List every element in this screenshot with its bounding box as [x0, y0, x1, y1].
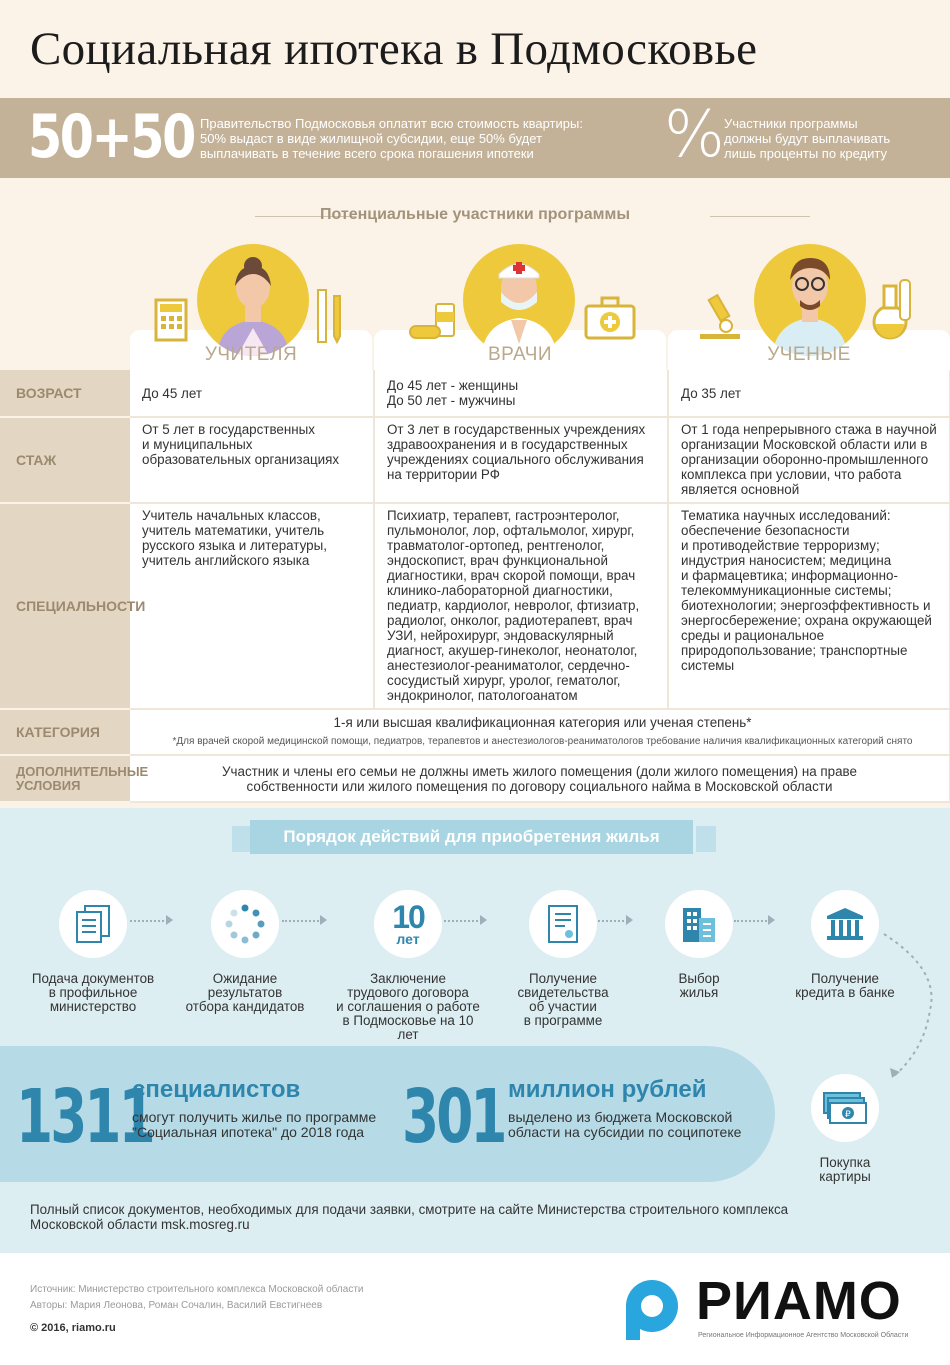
- table-cell: До 45 лет - женщины До 50 лет - мужчины: [374, 370, 668, 417]
- authors-text: Авторы: Мария Леонова, Роман Сочалин, Василий Евстигнеев: [30, 1300, 323, 1311]
- stat-line: выделено из бюджета Московской: [508, 1109, 733, 1125]
- ribbon-tail: [696, 826, 716, 852]
- page-title: Социальная ипотека в Подмосковье: [30, 23, 758, 75]
- profession-scientists: УЧЕНЫЕ: [767, 344, 851, 365]
- ruler-pencil-icon: [316, 286, 344, 344]
- banner-line: должны будут выплачивать: [724, 131, 891, 146]
- pills-icon: [408, 298, 460, 342]
- step-label: Подача документов в профильное министерство: [31, 971, 155, 1014]
- copyright: © 2016, riamo.ru: [30, 1322, 116, 1334]
- banner-text-2: [724, 116, 944, 161]
- banner-line: Правительство Подмосковья оплатит всю стоимость квартиры:: [200, 116, 583, 131]
- step-label: Получение свидетельства об участии в программе: [517, 971, 609, 1028]
- row-label: СПЕЦИАЛЬНОСТИ: [0, 503, 130, 709]
- table-row: [0, 709, 950, 755]
- requirements-table: [0, 370, 950, 803]
- riamo-logo-icon: [618, 1276, 682, 1340]
- scientist-avatar: [754, 244, 866, 356]
- table-row: [0, 417, 950, 503]
- doctor-avatar: [463, 244, 575, 356]
- banner-line: выплачивать в течение всего срока погашения ипотеки: [200, 146, 534, 161]
- step-label: Выбор жилья: [678, 971, 720, 1000]
- documents-icon: [59, 890, 127, 958]
- table-cell: От 1 года непрерывного стажа в научной организации Московской области или в организации оборонно-промышленного комплекса при условии, что работа является основной: [668, 417, 950, 503]
- banner-line: Участники программы: [724, 116, 858, 131]
- stat-line: области на субсидии по соципотеке: [508, 1124, 742, 1140]
- building-icon: [665, 890, 733, 958]
- row-label: СТАЖ: [0, 417, 130, 503]
- riamo-logo-sub: Региональное Информационное Агентство Московской Области: [698, 1332, 909, 1339]
- profession-doctors: ВРАЧИ: [487, 344, 553, 365]
- documents-note: [30, 1202, 788, 1232]
- arrow-icon: [320, 915, 327, 925]
- profession-teachers: УЧИТЕЛЯ: [204, 344, 298, 365]
- category-note: *Для врачей скорой медицинской помощи, педиатров, терапевтов и анестезиологов-реаниматологов требование наличия квалификационных категорий снято: [172, 736, 913, 747]
- specialists-text: [132, 1110, 376, 1140]
- table-row: [0, 370, 950, 417]
- step-label: Получение кредита в банке: [795, 971, 895, 1000]
- step-purchase: [770, 1074, 920, 1184]
- bank-icon: [811, 890, 879, 958]
- ten-unit: лет: [396, 931, 420, 947]
- source-text: Источник: Министерство строительного комплекса Московской области: [30, 1284, 364, 1295]
- table-cell: Психиатр, терапевт, гастроэнтеролог, пульмонолог, лор, офтальмолог, хирург, травматолог-ортопед, рентгенолог, эндоскопист, врач функциональной диагностики, врач скорой помощи, врач клинико-лабораторной диагностики, педиатр, кардиолог, невролог, фтизиатр, радиолог, онколог, радиотерапевт, врач УЗИ, нейрохирург, эндоваскулярный диагност, акушер-гинеколог, неонатолог, анестезиолог-реаниматолог, сердечно-сосудистый хирург, уролог, гематолог, эндокринолог, патологоанатом: [374, 503, 668, 709]
- step-label: Покупка картиры: [819, 1155, 871, 1184]
- money-icon: [811, 1074, 879, 1142]
- calculator-icon: [154, 298, 188, 342]
- ribbon-tail: [232, 826, 252, 852]
- step-label: Ожидание результатов отбора кандидатов: [185, 971, 305, 1014]
- fifty-fifty-number: 50+50: [28, 102, 194, 172]
- banner-line: 50% выдаст в виде жилищной субсидии, еще 50% будет: [200, 131, 543, 146]
- budget-number: 301: [402, 1074, 505, 1160]
- step-certificate: [488, 890, 638, 1028]
- category-cell: [130, 709, 950, 755]
- teacher-avatar: [197, 244, 309, 356]
- row-label: ДОПОЛНИТЕЛЬНЫЕ УСЛОВИЯ: [0, 755, 130, 802]
- step-waiting: [170, 890, 320, 1014]
- table-cell: Тематика научных исследований: обеспечение безопасности и противодействие терроризму; индустрия наносистем; медицина и фармацевтика; информационно-телекоммуникационные системы; биотехнологии; энергоэффективность и энергосбережение; охрана окружающей среды и рациональное природопользование; транспортные системы: [668, 503, 950, 709]
- ten-years-icon: [374, 890, 442, 958]
- percent-icon: %: [664, 98, 725, 172]
- stat-line: смогут получить жилье по программе: [132, 1109, 377, 1125]
- steps-heading: Порядок действий для приобретения жилья: [250, 820, 693, 854]
- step-label: Заключение трудового договора и соглашения о работе в Подмосковье на 10 лет: [336, 971, 480, 1042]
- table-cell: До 35 лет: [668, 370, 950, 417]
- category-text: 1-я или высшая квалификационная категория или ученая степень*: [333, 715, 752, 730]
- loading-icon: [211, 890, 279, 958]
- svg-text:₽: ₽: [845, 1110, 851, 1120]
- note-line: Московской области msk.mosreg.ru: [30, 1217, 250, 1232]
- flask-icon: [866, 278, 914, 342]
- microscope-icon: [696, 290, 744, 342]
- table-cell: Учитель начальных классов, учитель математики, учитель русского языка и литературы, учитель английского языка: [130, 503, 374, 709]
- table-cell: От 3 лет в государственных учреждениях здравоохранения и в государственных учреждениях социального обслуживания на территории РФ: [374, 417, 668, 503]
- step-housing: [624, 890, 774, 1000]
- budget-title: миллион рублей: [508, 1076, 707, 1103]
- step-submit: [18, 890, 168, 1014]
- table-cell: До 45 лет: [130, 370, 374, 417]
- banner-line: лишь проценты по кредиту: [724, 146, 887, 161]
- step-contract: [333, 890, 483, 1042]
- banner-text: [200, 116, 640, 161]
- table-row: [0, 755, 950, 802]
- ten-number: 10: [392, 899, 424, 935]
- specialists-number: 1311: [16, 1074, 153, 1160]
- table-row: [0, 503, 950, 709]
- stat-line: "Социальная ипотека" до 2018 года: [132, 1124, 365, 1140]
- medical-kit-icon: [582, 294, 638, 342]
- specialists-title: специалистов: [132, 1076, 301, 1103]
- table-cell: Участник и члены его семьи не должны иметь жилого помещения (доли жилого помещения) на праве собственности или жилого помещения по договору социального найма в Московской области: [130, 755, 950, 802]
- participants-heading: Потенциальные участники программы: [319, 206, 630, 223]
- certificate-icon: [529, 890, 597, 958]
- divider: [710, 216, 810, 217]
- table-cell: От 5 лет в государственных и муниципальных образовательных организациях: [130, 417, 374, 503]
- row-label: ВОЗРАСТ: [0, 370, 130, 417]
- note-line: Полный список документов, необходимых для подачи заявки, смотрите на сайте Министерства строительного комплекса: [30, 1202, 789, 1217]
- budget-text: [508, 1110, 741, 1140]
- row-label: КАТЕГОРИЯ: [0, 709, 130, 755]
- riamo-logo-text: РИАМО: [696, 1271, 902, 1331]
- step-credit: [770, 890, 920, 1000]
